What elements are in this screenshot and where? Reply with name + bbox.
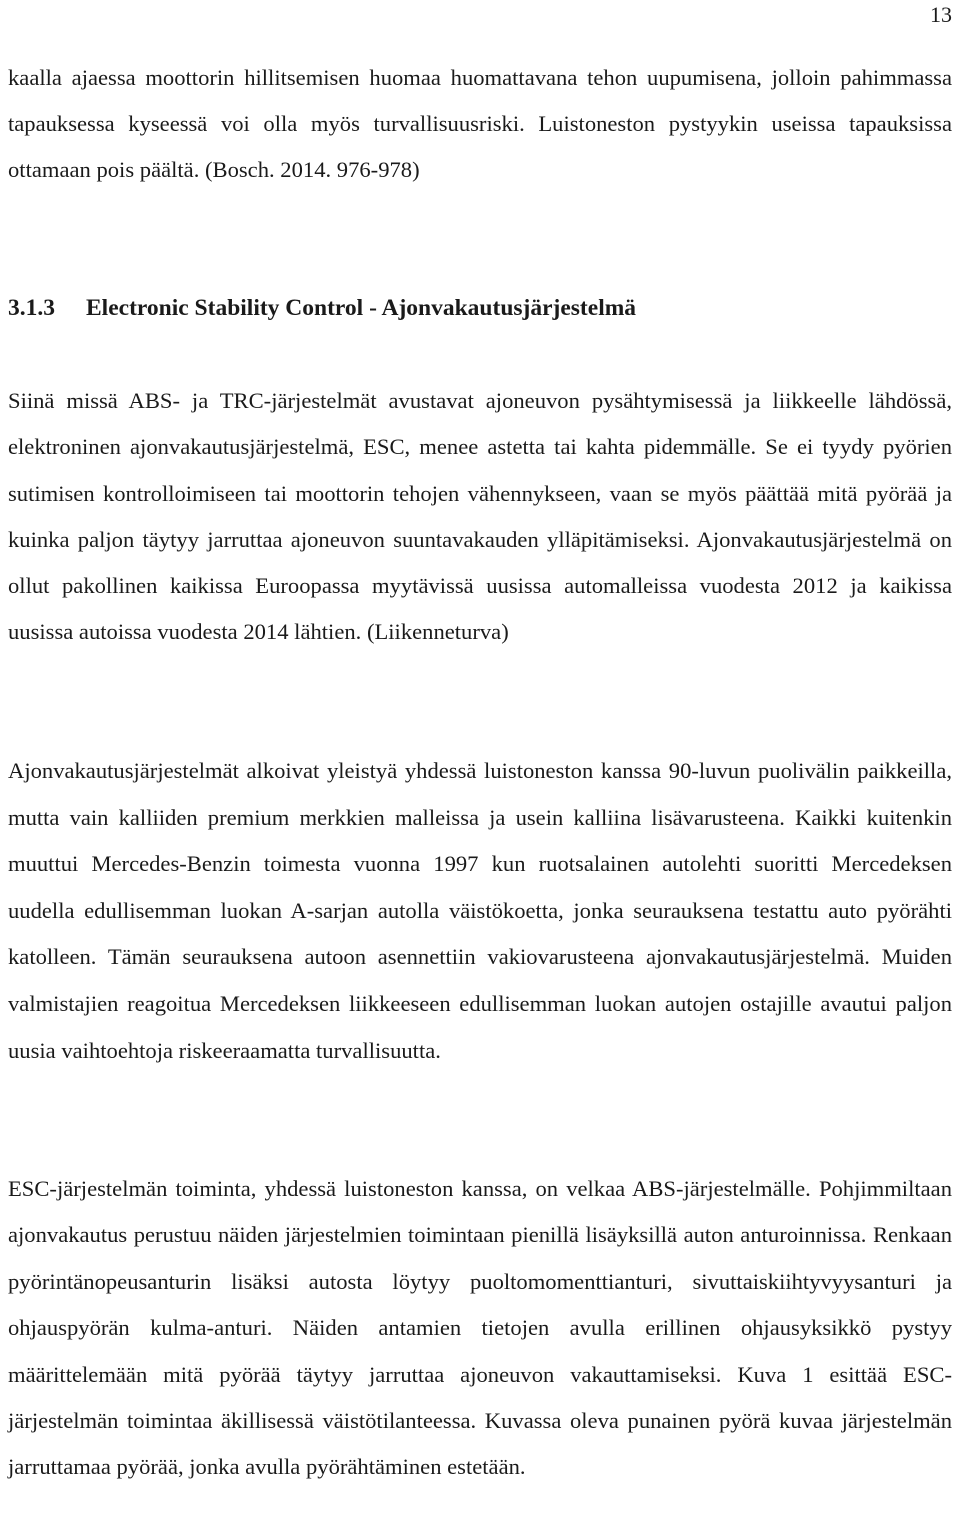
section-number: 3.1.3 [8, 295, 55, 321]
section-title: Electronic Stability Control - Ajonvakautusjärjestelmä [86, 295, 637, 321]
body-paragraph-history: Ajonvakautusjärjestelmät alkoivat yleistyä yhdessä luistoneston kanssa 90-luvun puolivälin paikkeilla, mutta vain kalliiden premium merkkien malleissa ja usein kalliina lisävarusteena. Kaikki kuitenkin muuttui Mercedes-Benzin toimesta vuonna 1997 kun ruotsalainen autolehti suoritti Mercedeksen uudella edullisemman luokan A-sarjan autolla väistökoetta, jonka seurauksena testattu auto pyörähti katolleen. Tämän seurauksena autoon asennettiin vakiovarusteena ajonvakautusjärjestelmä. Muiden valmistajien reagoitua Mercedeksen liikkeeseen edullisemman luokan autojen ostajille avautui paljon uusia vaihtoehtoja riskeeraamatta turvallisuutta. [8, 758, 952, 1063]
body-paragraph-operation: ESC-järjestelmän toiminta, yhdessä luistoneston kanssa, on velkaa ABS-järjestelmälle. Pohjimmiltaan ajonvakautus perustuu näiden järjestelmien toimintaan pienillä lisäyksillä auton anturoinnissa. Renkaan pyörintänopeusanturin lisäksi autosta löytyy puoltomomenttianturi, sivuttaiskiihtyvyysanturi ja ohjauspyörän kulma-anturi. Näiden antamien tietojen avulla erillinen ohjausyksikkö pystyy määrittelemään mitä pyörää täytyy jarruttaa ajoneuvon vakauttamiseksi. Kuva 1 esittää ESC-järjestelmän toimintaa äkillisessä väistötilanteessa. Kuvassa oleva punainen pyörä kuvaa järjestelmän jarruttamaa pyörää, jonka avulla pyörähtäminen estetään. [8, 1176, 952, 1480]
page-number: 13 [930, 2, 952, 27]
intro-paragraph: kaalla ajaessa moottorin hillitsemisen huomaa huomattavana tehon uupumisena, jolloin pahimmassa tapauksessa kyseessä voi olla myös turvallisuusriski. Luistoneston pystyykin useissa tapauksissa ottamaan pois päältä. (Bosch. 2014. 976-978) [8, 65, 952, 182]
body-paragraph-esc-overview: Siinä missä ABS- ja TRC-järjestelmät avustavat ajoneuvon pysähtymisessä ja liikkeelle lähdössä, elektroninen ajonvakautusjärjestelmä, ESC, menee astetta tai kahta pidemmälle. Se ei tyydy pyörien sutimisen kontrolloimiseen tai moottorin tehojen vähennykseen, vaan se myös päättää mitä pyörää ja kuinka paljon täytyy jarruttaa ajoneuvon suuntavakauden ylläpitämiseksi. Ajonvakautusjärjestelmä on ollut pakollinen kaikissa Euroopassa myytävissä uusissa automalleissa vuodesta 2012 ja kaikissa uusissa autoissa vuodesta 2014 lähtien. (Liikenneturva) [8, 388, 952, 645]
section-heading [8, 288, 636, 328]
